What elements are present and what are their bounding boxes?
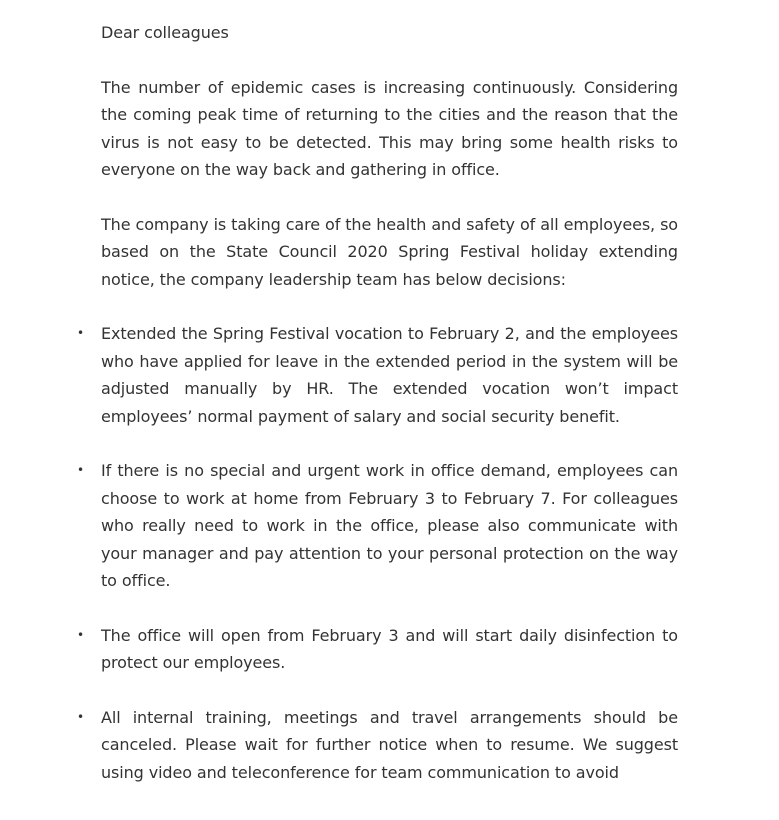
bullet-icon: • [77,627,84,642]
paragraph-epidemic-situation: The number of epidemic cases is increasing continuously. Considering the coming peak time of returning to the cities and the reason that the virus is not easy to be detected. This may bring some health risks to everyone on the way back and gathering in office. [101,77,678,180]
bullet-icon: • [77,463,84,478]
decision-work-from-home: If there is no special and urgent work in office demand, employees can choose to work at home from February 3 to February 7. For colleagues who really need to work in the office, please also communicate with your manager and pay attention to your personal protection on the way to office. [101,461,678,591]
decision-cancel-meetings: All internal training, meetings and travel arrangements should be canceled. Please wait for further notice when to resume. We suggest using video and teleconference for team communication to avoid [101,708,678,782]
decision-list [77,320,678,786]
bullet-icon: • [77,326,84,341]
decision-office-opening: The office will open from February 3 and will start daily disinfection to protect our employees. [101,625,678,673]
paragraph-company-decision-intro: The company is taking care of the health and safety of all employees, so based on the State Council 2020 Spring Festival holiday extending notice, the company leadership team has below decisions: [101,214,678,289]
bullet-icon: • [77,710,84,725]
greeting: Dear colleagues [101,23,229,42]
letter-body [77,19,678,814]
list-item [77,622,678,677]
decision-extended-vacation: Extended the Spring Festival vocation to February 2, and the employees who have applied for leave in the extended period in the system will be adjusted manually by HR. The extended vocation won’t impact employees’ normal payment of salary and social security benefit. [101,324,678,426]
list-item [77,320,678,430]
list-item [77,704,678,786]
list-item [77,457,678,594]
